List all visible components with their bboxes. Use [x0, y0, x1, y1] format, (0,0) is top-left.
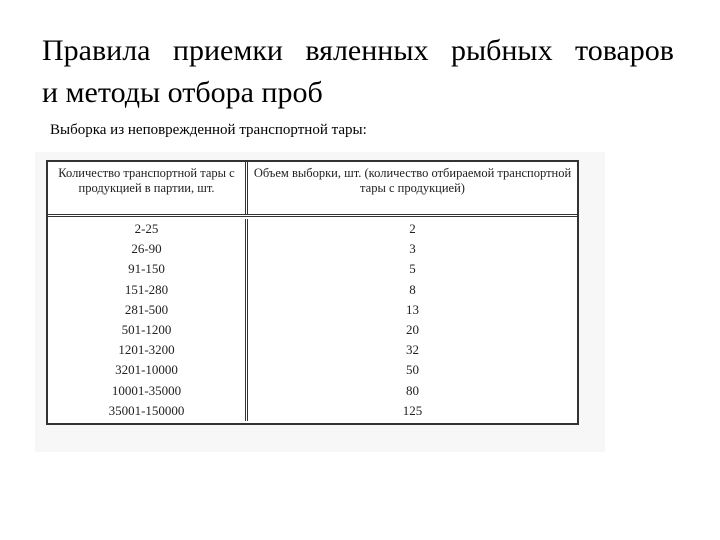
batch-quantity-cell: 10001-35000 — [111, 382, 182, 398]
title-word: рыбных — [450, 34, 553, 67]
table-header — [48, 162, 577, 217]
header-batch-quantity: Количество транспортной тары с продукцией в партии, шт. — [48, 162, 248, 214]
sample-size-cell: 3 — [409, 241, 416, 257]
sample-size-cell: 50 — [406, 362, 419, 378]
sample-size-cell: 20 — [406, 321, 419, 337]
sample-size-cell: 32 — [406, 342, 419, 358]
sample-size-cell: 2 — [409, 221, 416, 236]
title-line-2: и методы отбора проб — [42, 76, 323, 109]
batch-quantity-cell: 1201-3200 — [118, 342, 175, 358]
batch-quantity-column — [48, 219, 248, 421]
sample-size-cell: 5 — [409, 261, 416, 277]
title-line-1 — [42, 30, 674, 72]
sample-size-cell: 80 — [406, 382, 419, 398]
header-sample-size: Объем выборки, шт. (количество отбираемой транспортной тары с продукцией) — [253, 166, 572, 195]
batch-quantity-cell: 26-90 — [131, 241, 162, 257]
batch-quantity-cell: 151-280 — [124, 281, 169, 297]
sample-size-cell: 8 — [409, 281, 416, 297]
batch-quantity-cell: 281-500 — [124, 301, 169, 317]
batch-quantity-cell: 501-1200 — [121, 321, 172, 337]
sampling-table — [46, 160, 579, 425]
title-word: товаров — [575, 34, 674, 67]
table-caption: Выборка из неповрежденной транспортной тары: — [50, 122, 367, 138]
table-image — [35, 152, 605, 452]
title-word: вяленных — [305, 34, 429, 67]
batch-quantity-cell: 3201-10000 — [115, 362, 178, 378]
sample-size-column — [248, 219, 577, 421]
title-word: Правила — [42, 34, 151, 67]
title-word: приемки — [172, 34, 283, 67]
sample-size-cell: 125 — [402, 402, 423, 418]
slide-title — [42, 30, 674, 114]
batch-quantity-cell: 91-150 — [128, 261, 165, 277]
table-body — [48, 217, 577, 423]
batch-quantity-cell: 35001-150000 — [108, 402, 185, 418]
sample-size-cell: 13 — [406, 301, 419, 317]
batch-quantity-cell: 2-25 — [134, 221, 159, 236]
